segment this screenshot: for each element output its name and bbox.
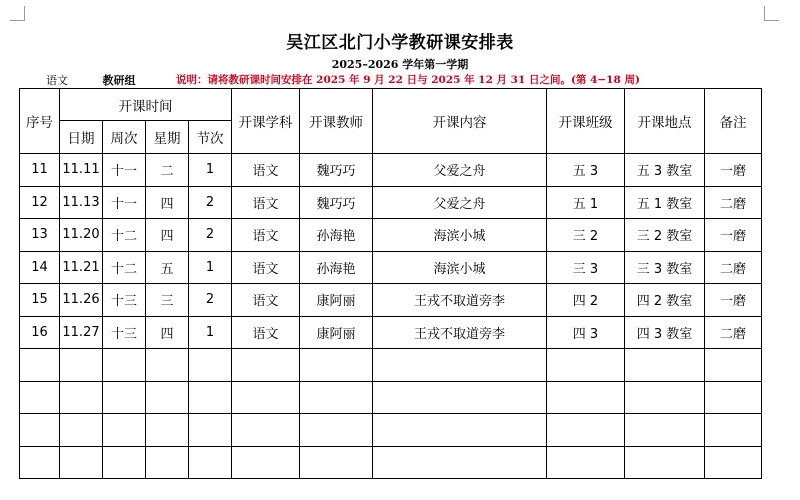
cell-remark: 二磨 xyxy=(705,316,762,349)
empty-cell xyxy=(705,414,762,447)
empty-cell xyxy=(189,414,232,447)
cell-content: 王戎不取道旁李 xyxy=(373,316,547,349)
empty-cell xyxy=(625,381,705,414)
cell-week: 十二 xyxy=(103,251,146,284)
cell-teacher: 孙海艳 xyxy=(300,219,373,252)
cell-teacher: 康阿丽 xyxy=(300,316,373,349)
empty-cell xyxy=(232,381,300,414)
table-row xyxy=(20,154,762,187)
cell-class: 三 3 xyxy=(547,251,625,284)
cell-content: 王戎不取道旁李 xyxy=(373,284,547,317)
empty-cell xyxy=(300,381,373,414)
cell-period: 1 xyxy=(189,251,232,284)
empty-cell xyxy=(373,414,547,447)
empty-cell xyxy=(60,414,103,447)
cell-subject: 语文 xyxy=(232,316,300,349)
cell-date: 11.21 xyxy=(60,251,103,284)
page-corner-mark-left xyxy=(10,6,25,21)
cell-date: 11.11 xyxy=(60,154,103,187)
subject-value: 语文 xyxy=(24,72,90,89)
header-class: 开课班级 xyxy=(547,89,625,154)
cell-date: 11.13 xyxy=(60,186,103,219)
header-week: 周次 xyxy=(103,121,146,154)
cell-seq: 11 xyxy=(20,154,60,187)
empty-cell xyxy=(705,349,762,382)
cell-subject: 语文 xyxy=(232,251,300,284)
empty-cell xyxy=(146,381,189,414)
cell-weekday: 四 xyxy=(146,219,189,252)
empty-cell xyxy=(705,381,762,414)
cell-week: 十一 xyxy=(103,154,146,187)
empty-cell xyxy=(146,446,189,479)
empty-cell xyxy=(103,349,146,382)
cell-class: 三 2 xyxy=(547,219,625,252)
empty-cell xyxy=(146,414,189,447)
cell-class: 四 2 xyxy=(547,284,625,317)
cell-location: 三 3 教室 xyxy=(625,251,705,284)
cell-period: 2 xyxy=(189,284,232,317)
cell-remark: 一磨 xyxy=(705,284,762,317)
table-row xyxy=(20,251,762,284)
cell-seq: 13 xyxy=(20,219,60,252)
empty-table-row xyxy=(20,381,762,414)
cell-week: 十三 xyxy=(103,316,146,349)
schedule-note: 说明：请将教研课时间安排在 2025 年 9 月 22 日与 2025 年 12 月 31 日之间。(第 4−18 周) xyxy=(176,74,640,86)
cell-remark: 一磨 xyxy=(705,219,762,252)
header-remark: 备注 xyxy=(705,89,762,154)
cell-week: 十三 xyxy=(103,284,146,317)
table-row xyxy=(20,284,762,317)
empty-cell xyxy=(300,349,373,382)
empty-cell xyxy=(20,414,60,447)
empty-cell xyxy=(103,414,146,447)
empty-cell xyxy=(103,381,146,414)
header-weekday: 星期 xyxy=(146,121,189,154)
empty-cell xyxy=(547,381,625,414)
info-line xyxy=(24,72,784,88)
empty-cell xyxy=(232,446,300,479)
empty-cell xyxy=(625,349,705,382)
empty-cell xyxy=(625,414,705,447)
cell-date: 11.26 xyxy=(60,284,103,317)
empty-cell xyxy=(625,446,705,479)
cell-period: 1 xyxy=(189,316,232,349)
cell-class: 五 3 xyxy=(547,154,625,187)
cell-week: 十一 xyxy=(103,186,146,219)
header-time-group: 开课时间 xyxy=(60,89,232,121)
cell-subject: 语文 xyxy=(232,186,300,219)
cell-teacher: 魏巧巧 xyxy=(300,186,373,219)
empty-cell xyxy=(20,446,60,479)
cell-date: 11.27 xyxy=(60,316,103,349)
cell-content: 父爱之舟 xyxy=(373,154,547,187)
empty-cell xyxy=(60,381,103,414)
empty-cell xyxy=(60,446,103,479)
header-period: 节次 xyxy=(189,121,232,154)
cell-teacher: 孙海艳 xyxy=(300,251,373,284)
subject-group-label xyxy=(24,72,148,89)
cell-seq: 15 xyxy=(20,284,60,317)
cell-teacher: 魏巧巧 xyxy=(300,154,373,187)
empty-cell xyxy=(373,381,547,414)
empty-cell xyxy=(373,349,547,382)
empty-cell xyxy=(20,381,60,414)
empty-cell xyxy=(60,349,103,382)
cell-remark: 二磨 xyxy=(705,251,762,284)
empty-cell xyxy=(189,349,232,382)
schedule-table xyxy=(19,88,762,479)
empty-table-row xyxy=(20,446,762,479)
cell-weekday: 四 xyxy=(146,186,189,219)
empty-cell xyxy=(300,414,373,447)
cell-date: 11.20 xyxy=(60,219,103,252)
cell-week: 十二 xyxy=(103,219,146,252)
empty-cell xyxy=(232,349,300,382)
table-row xyxy=(20,219,762,252)
cell-seq: 12 xyxy=(20,186,60,219)
empty-cell xyxy=(232,414,300,447)
empty-cell xyxy=(705,446,762,479)
empty-cell xyxy=(189,446,232,479)
header-seq: 序号 xyxy=(20,89,60,154)
cell-location: 五 3 教室 xyxy=(625,154,705,187)
cell-content: 海滨小城 xyxy=(373,219,547,252)
header-subject: 开课学科 xyxy=(232,89,300,154)
cell-period: 1 xyxy=(189,154,232,187)
document-title: 吴江区北门小学教研课安排表 xyxy=(286,33,514,53)
cell-subject: 语文 xyxy=(232,154,300,187)
cell-period: 2 xyxy=(189,219,232,252)
table-row xyxy=(20,316,762,349)
empty-cell xyxy=(146,349,189,382)
empty-cell xyxy=(547,349,625,382)
cell-weekday: 五 xyxy=(146,251,189,284)
empty-table-row xyxy=(20,349,762,382)
page-corner-mark-right xyxy=(764,6,779,21)
table-row xyxy=(20,186,762,219)
cell-seq: 16 xyxy=(20,316,60,349)
header-location: 开课地点 xyxy=(625,89,705,154)
cell-class: 五 1 xyxy=(547,186,625,219)
cell-weekday: 三 xyxy=(146,284,189,317)
empty-cell xyxy=(547,446,625,479)
cell-remark: 一磨 xyxy=(705,154,762,187)
empty-cell xyxy=(547,414,625,447)
cell-class: 四 3 xyxy=(547,316,625,349)
empty-cell xyxy=(189,381,232,414)
empty-cell xyxy=(103,446,146,479)
cell-location: 三 2 教室 xyxy=(625,219,705,252)
cell-subject: 语文 xyxy=(232,219,300,252)
empty-cell xyxy=(20,349,60,382)
cell-period: 2 xyxy=(189,186,232,219)
cell-location: 五 1 教室 xyxy=(625,186,705,219)
cell-weekday: 四 xyxy=(146,316,189,349)
cell-location: 四 2 教室 xyxy=(625,284,705,317)
group-label: 教研组 xyxy=(90,72,148,89)
cell-location: 四 3 教室 xyxy=(625,316,705,349)
empty-table-row xyxy=(20,414,762,447)
cell-content: 海滨小城 xyxy=(373,251,547,284)
cell-content: 父爱之舟 xyxy=(373,186,547,219)
cell-teacher: 康阿丽 xyxy=(300,284,373,317)
term-subtitle: 2025–2026 学年第一学期 xyxy=(331,58,469,71)
header-content: 开课内容 xyxy=(373,89,547,154)
cell-seq: 14 xyxy=(20,251,60,284)
empty-cell xyxy=(373,446,547,479)
header-teacher: 开课教师 xyxy=(300,89,373,154)
cell-weekday: 二 xyxy=(146,154,189,187)
empty-cell xyxy=(300,446,373,479)
cell-remark: 二磨 xyxy=(705,186,762,219)
header-date: 日期 xyxy=(60,121,103,154)
cell-subject: 语文 xyxy=(232,284,300,317)
